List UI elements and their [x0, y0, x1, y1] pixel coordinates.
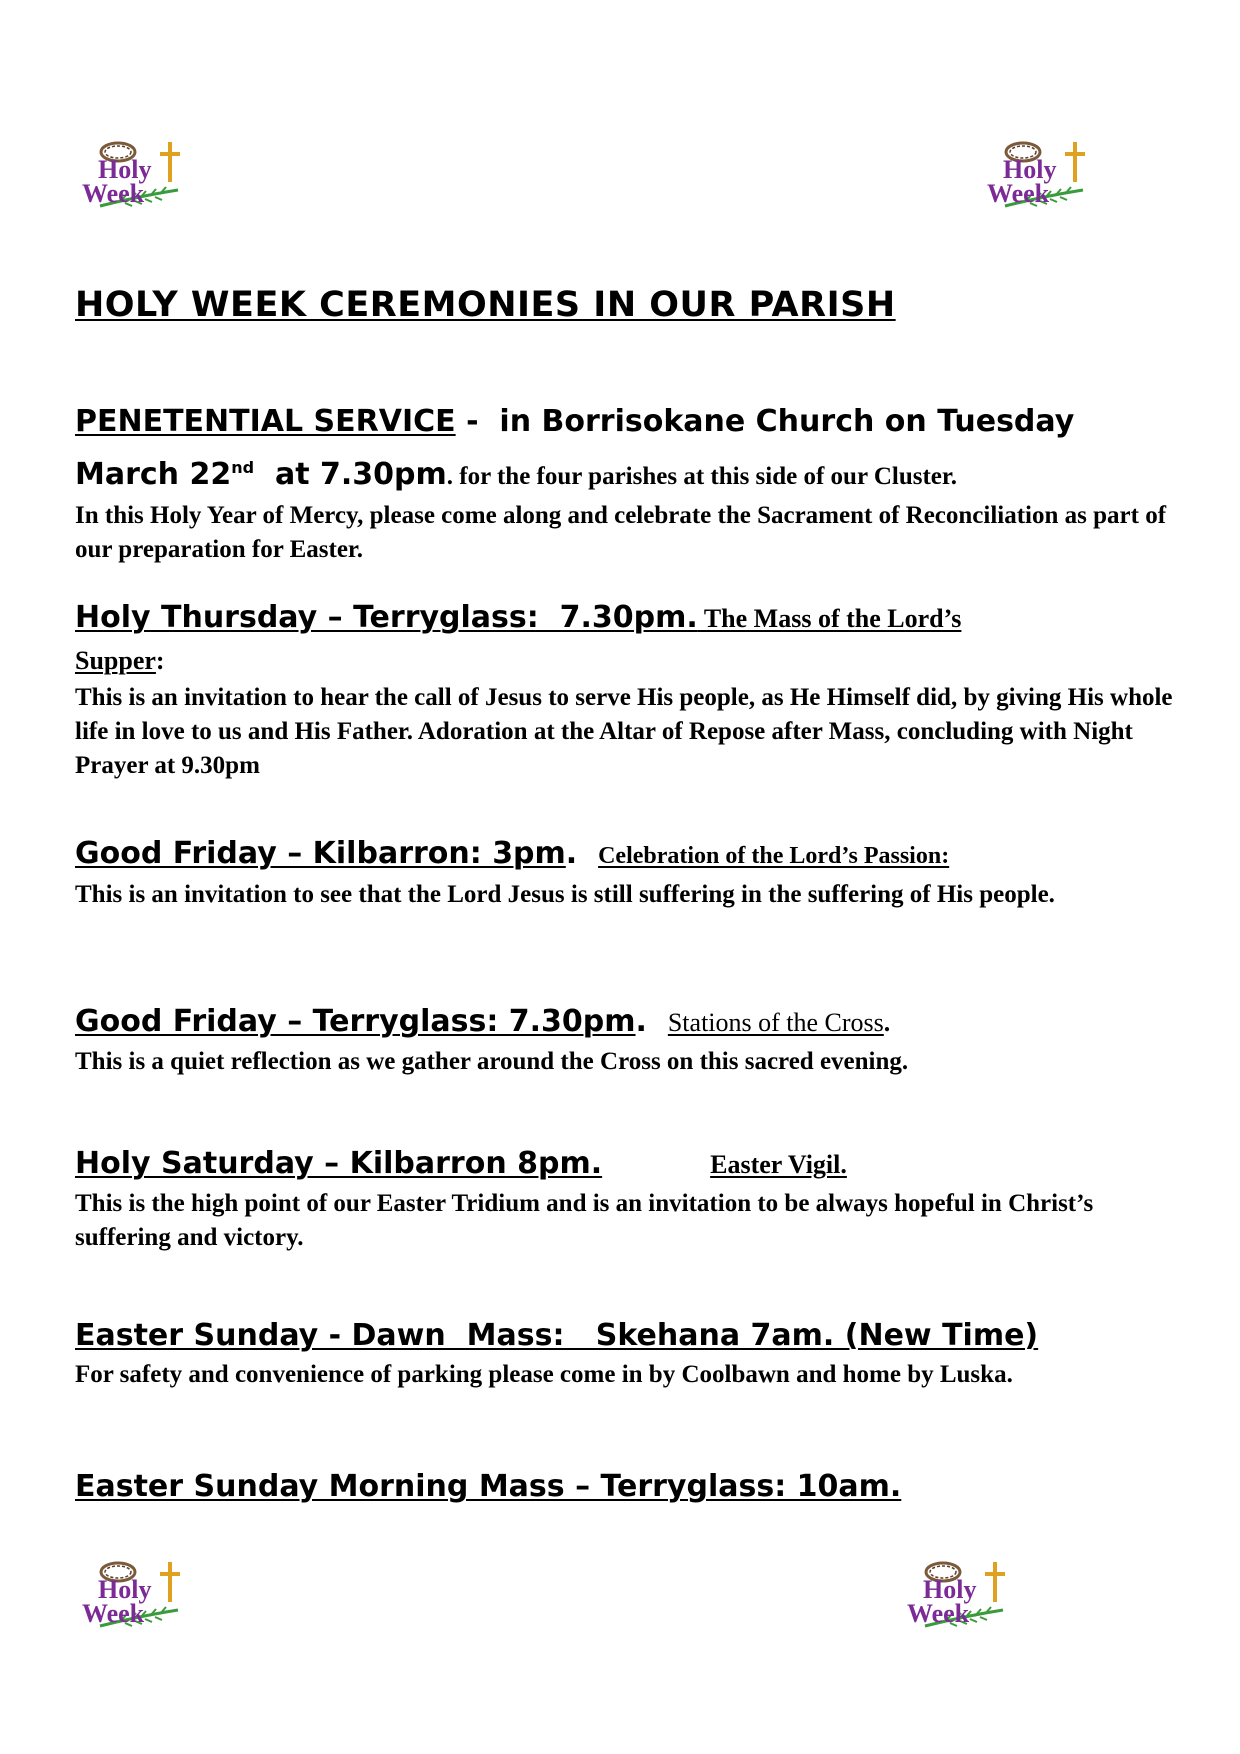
holy-week-logo-bottom-right — [905, 1558, 1015, 1638]
good-friday-terryglass-body: This is a quiet reflection as we gather around the Cross on this sacred evening. — [75, 1048, 909, 1075]
logo-line2: Week — [82, 1599, 145, 1628]
logo-line2: Week — [82, 179, 145, 208]
section-penitential-service — [75, 400, 1185, 567]
section-holy-saturday — [75, 1142, 1185, 1255]
penitential-heading-rest: - in Borrisokane Church on Tuesday — [455, 404, 1075, 439]
holy-thursday-body: This is an invitation to hear the call of Jesus to serve His people, as He Himself did, by giving His whole life in love to us and His Father. Adoration at the Altar of Repose after Mass, concluding with Night Prayer at 9.30pm — [75, 684, 1173, 779]
good-friday-terryglass-heading: Good Friday – Terryglass: 7.30pm — [75, 1004, 636, 1039]
penitential-inline-text: . for the four parishes at this side of our Cluster. — [446, 463, 957, 490]
holy-week-crown-of-thorns-cross-palm-icon — [80, 138, 190, 218]
good-friday-terryglass-subtitle-dot: . — [883, 1008, 891, 1037]
holy-thursday-subtitle-b: Supper — [75, 646, 156, 675]
holy-thursday-subtitle-colon: : — [155, 646, 165, 675]
logo-line1: Holy — [98, 155, 152, 184]
section-easter-sunday-dawn — [75, 1314, 1185, 1392]
logo-line1: Holy — [98, 1575, 152, 1604]
holy-week-logo-top-right — [985, 138, 1095, 218]
holy-thursday-subtitle-a: The Mass of the Lord’s — [697, 604, 962, 633]
holy-saturday-heading: Holy Saturday – Kilbarron 8pm. — [75, 1146, 603, 1181]
penitential-date: March 22 — [75, 457, 232, 492]
good-friday-kilbarron-body: This is an invitation to see that the Lord Jesus is still suffering in the suffering of His people. — [75, 881, 1055, 908]
penitential-body: In this Holy Year of Mercy, please come along and celebrate the Sacrament of Reconciliation as part of our preparation for Easter. — [75, 502, 1167, 563]
holy-week-crown-of-thorns-cross-palm-icon — [985, 138, 1095, 218]
penitential-time: at 7.30pm — [254, 457, 447, 492]
logo-line1: Holy — [923, 1575, 977, 1604]
easter-morning-heading: Easter Sunday Morning Mass – Terryglass: 10am. — [75, 1469, 902, 1504]
holy-thursday-heading: Holy Thursday – Terryglass: 7.30pm. — [75, 600, 698, 635]
holy-saturday-subtitle: Easter Vigil. — [710, 1150, 847, 1179]
good-friday-terryglass-subtitle: Stations of the Cross — [667, 1008, 884, 1037]
penitential-heading: PENETENTIAL SERVICE — [75, 404, 456, 439]
logo-line2: Week — [907, 1599, 970, 1628]
holy-saturday-body: This is the high point of our Easter Tridium and is an invitation to be always hopeful in Christ’s suffering and victory. — [75, 1190, 1094, 1251]
good-friday-terryglass-heading-dot: . — [635, 1004, 668, 1039]
section-good-friday-terryglass — [75, 1000, 1185, 1079]
good-friday-kilbarron-subtitle: Celebration of the Lord’s Passion: — [598, 843, 950, 869]
section-easter-sunday-morning — [75, 1465, 1185, 1509]
holy-week-crown-of-thorns-cross-palm-icon — [80, 1558, 190, 1638]
section-holy-thursday — [75, 596, 1185, 783]
easter-dawn-heading: Easter Sunday - Dawn Mass: Skehana 7am. (New Time) — [75, 1318, 1039, 1353]
page-title: HOLY WEEK CEREMONIES IN OUR PARISH — [75, 285, 896, 325]
penitential-date-suffix: nd — [231, 458, 255, 477]
easter-dawn-body: For safety and convenience of parking please come in by Coolbawn and home by Luska. — [75, 1361, 1013, 1388]
good-friday-kilbarron-heading: Good Friday – Kilbarron: 3pm — [75, 836, 566, 871]
logo-line2: Week — [987, 179, 1050, 208]
logo-line1: Holy — [1003, 155, 1057, 184]
good-friday-kilbarron-heading-dot: . — [565, 836, 599, 871]
holy-week-logo-top-left — [80, 138, 190, 218]
holy-week-crown-of-thorns-cross-palm-icon — [905, 1558, 1015, 1638]
section-good-friday-kilbarron — [75, 832, 1185, 912]
holy-week-logo-bottom-left — [80, 1558, 190, 1638]
